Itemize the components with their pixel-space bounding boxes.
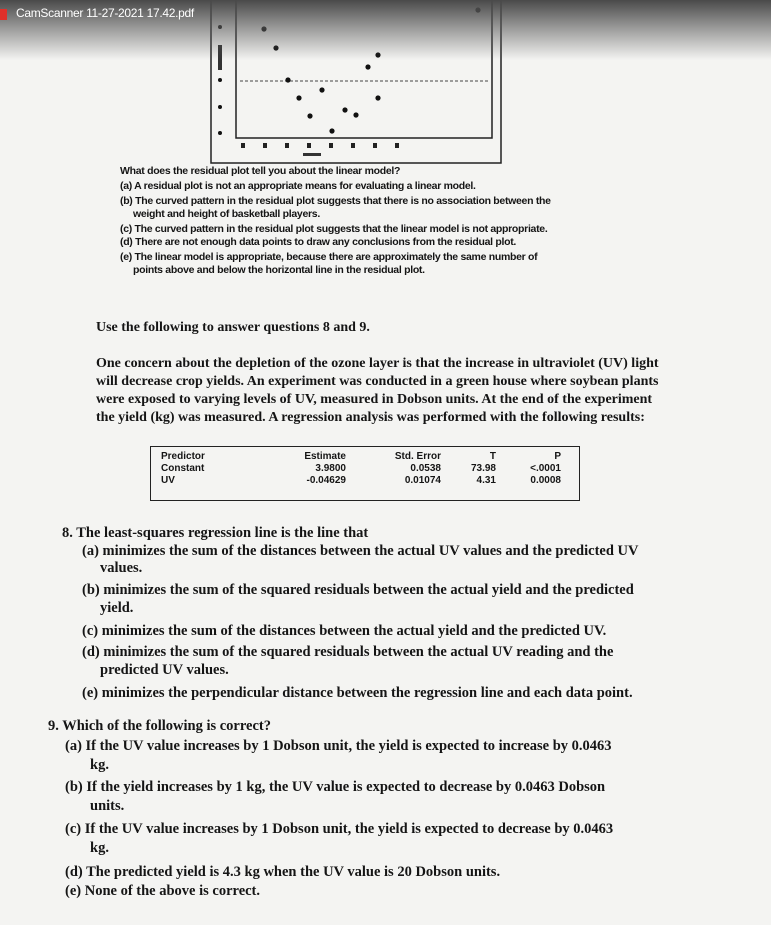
q9-line: (e) None of the above is correct.	[65, 883, 261, 899]
q9-line: units.	[90, 798, 125, 814]
q9-line: (a) If the UV value increases by 1 Dobson unit, the yield is expected to increase by 0.0463	[65, 738, 612, 754]
passage-line: will decrease crop yields. An experiment was conducted in a green house where soybean plants	[96, 374, 659, 389]
table-cell: -0.04629	[306, 475, 346, 486]
q9-line: (d) The predicted yield is 4.3 kg when the UV value is 20 Dobson units.	[65, 864, 501, 880]
residual-point	[296, 95, 301, 100]
residual-point	[307, 113, 312, 118]
passage-line: were exposed to varying levels of UV, measured in Dobson units. At the end of the experiment	[96, 392, 653, 407]
table-cell: 3.9800	[315, 463, 346, 474]
q9-question: 9. Which of the following is correct?	[48, 718, 271, 734]
table-cell: Constant	[161, 463, 205, 474]
residual-point	[342, 107, 347, 112]
residual-point	[285, 77, 290, 82]
table-header: Estimate	[304, 451, 346, 462]
q8-line: (b) minimizes the sum of the squared residuals between the actual yield and the predicted	[82, 582, 634, 598]
q8-line: (e) minimizes the perpendicular distance between the regression line and each data point.	[82, 685, 633, 701]
q7opts-line: (b) The curved pattern in the residual plot suggests that there is no association between the	[120, 195, 551, 207]
q7opts-line: (c) The curved pattern in the residual plot suggests that the linear model is not appropriate.	[120, 223, 548, 235]
viewer-header	[0, 0, 771, 60]
residual-point	[365, 64, 370, 69]
table-header: Predictor	[161, 451, 205, 462]
q8-line: predicted UV values.	[100, 662, 229, 678]
q9-line: kg.	[90, 840, 109, 856]
q8-line: values.	[100, 560, 143, 576]
table-cell: UV	[161, 475, 175, 486]
table-cell: 0.01074	[404, 475, 441, 486]
table-cell: 4.31	[476, 475, 496, 486]
q8-line: yield.	[100, 600, 134, 616]
q9-line: kg.	[90, 757, 109, 773]
table-cell: 0.0538	[410, 463, 441, 474]
table-cell: 73.98	[470, 463, 496, 474]
q7opts-line: weight and height of basketball players.	[133, 208, 320, 220]
q9-line: (b) If the yield increases by 1 kg, the UV value is expected to decrease by 0.0463 Dobson	[65, 779, 606, 795]
q8-line: (d) minimizes the sum of the squared residuals between the actual UV reading and the	[82, 644, 614, 660]
residual-point	[353, 112, 358, 117]
intro-text: Use the following to answer questions 8 and 9.	[96, 320, 370, 335]
table-cell: <.0001	[530, 463, 561, 474]
table-header: T	[489, 451, 496, 462]
q8-question: 8. The least-squares regression line is the line that	[62, 525, 369, 541]
q7opts-line: points above and below the horizontal line in the residual plot.	[133, 264, 425, 276]
q7opts-line: (e) The linear model is appropriate, because there are approximately the same number of	[120, 251, 538, 263]
table-header: P	[554, 451, 561, 462]
residual-point	[375, 95, 380, 100]
passage-line: One concern about the depletion of the ozone layer is that the increase in ultraviolet (UV) light	[96, 356, 659, 371]
table-header: Std. Error	[394, 451, 441, 462]
q7-question: What does the residual plot tell you about the linear model?	[120, 165, 401, 177]
q8-line: (a) minimizes the sum of the distances between the actual UV values and the predicted UV	[82, 543, 639, 559]
residual-point	[329, 128, 334, 133]
q9-line: (c) If the UV value increases by 1 Dobson unit, the yield is expected to decrease by 0.0463	[65, 821, 614, 837]
regression-table	[150, 446, 580, 501]
passage-line: the yield (kg) was measured. A regression analysis was performed with the following results:	[96, 410, 645, 425]
table-cell: 0.0008	[530, 475, 561, 486]
q7opts-line: (a) A residual plot is not an appropriate means for evaluating a linear model.	[120, 180, 476, 192]
residual-point	[319, 87, 324, 92]
pdf-icon	[0, 9, 7, 20]
q7opts-line: (d) There are not enough data points to draw any conclusions from the residual plot.	[120, 236, 517, 248]
document-title: CamScanner 11-27-2021 17.42.pdf	[16, 6, 194, 20]
q8-line: (c) minimizes the sum of the distances between the actual yield and the predicted UV.	[82, 623, 607, 639]
